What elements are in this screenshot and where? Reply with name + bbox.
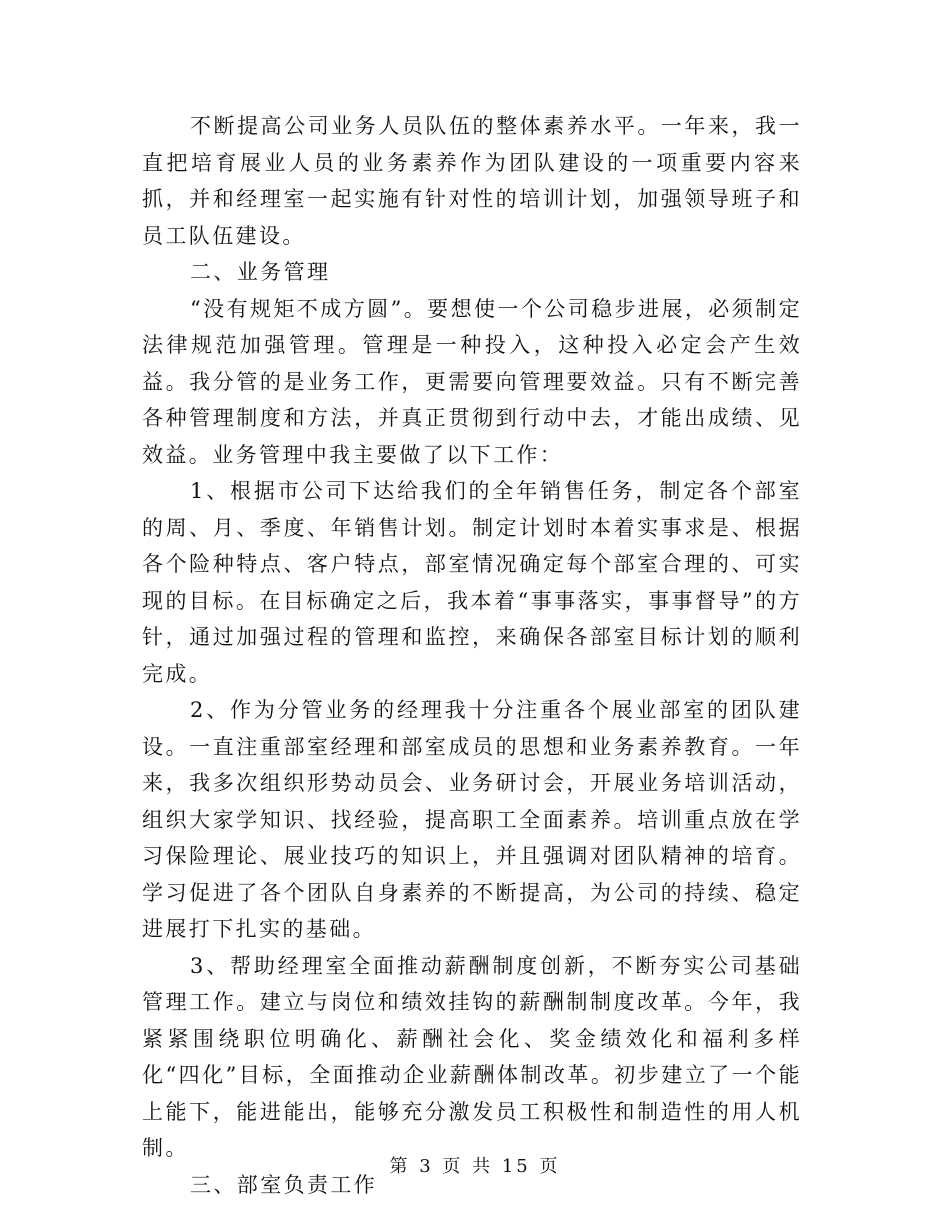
- document-body: [142, 108, 802, 1203]
- page-footer: 第 3 页 共 15 页: [389, 1156, 561, 1177]
- paragraph-item-3-salary-reform: 3、帮助经理室全面推动薪酬制度创新，不断夯实公司基础管理工作。建立与岗位和绩效挂钩的薪酬制制度改革。今年，我紧紧围绕职位明确化、薪酬社会化、奖金绩效化和福利多样化“四化”目标，全面推动企业薪酬体制改革。初步建立了一个能上能下，能进能出，能够充分激发员工积极性和制造性的用人机制。: [142, 953, 802, 1160]
- paragraph-item-1-sales-plan: 1、根据市公司下达给我们的全年销售任务，制定各个部室的周、月、季度、年销售计划。制定计划时本着实事求是、根据各个险种特点、客户特点，部室情况确定每个部室合理的、可实现的目标。在目标确定之后，我本着“事事落实，事事督导”的方针，通过加强过程的管理和监控，来确保各部室目标计划的顺利完成。: [142, 479, 802, 686]
- paragraph-team-quality: 不断提高公司业务人员队伍的整体素养水平。一年来，我一直把培育展业人员的业务素养作为团队建设的一项重要内容来抓，并和经理室一起实施有针对性的培训计划，加强领导班子和员工队伍建设。: [142, 114, 802, 248]
- section-heading-business-management: 二、业务管理: [190, 260, 331, 284]
- paragraph-management-intro: “没有规矩不成方圆”。要想使一个公司稳步进展，必须制定法律规范加强管理。管理是一种投入，这种投入必定会产生效益。我分管的是业务工作，更需要向管理要效益。只有不断完善各种管理制度和方法，并真正贯彻到行动中去，才能出成绩、见效益。业务管理中我主要做了以下工作：: [142, 296, 802, 467]
- section-heading-department-work: 三、部室负责工作: [190, 1172, 378, 1197]
- paragraph-item-2-team-building: 2、作为分管业务的经理我十分注重各个展业部室的团队建设。一直注重部室经理和部室成员的思想和业务素养教育。一年来，我多次组织形势动员会、业务研讨会，开展业务培训活动，组织大家学知识、找经验，提高职工全面素养。培训重点放在学习保险理论、展业技巧的知识上，并且强调对团队精神的培育。学习促进了各个团队自身素养的不断提高，为公司的持续、稳定进展打下扎实的基础。: [142, 698, 802, 941]
